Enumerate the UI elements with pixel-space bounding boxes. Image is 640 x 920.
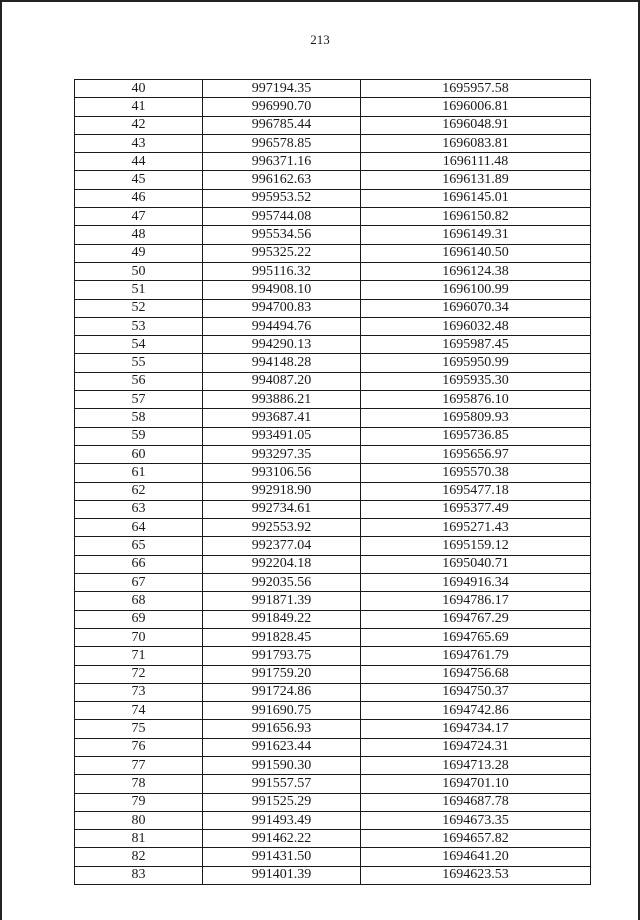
y-coordinate-cell: 1696006.81 <box>361 98 591 116</box>
table-row <box>75 153 591 171</box>
coordinates-table <box>74 79 591 885</box>
point-number-cell: 82 <box>75 848 203 866</box>
x-coordinate-cell: 991690.75 <box>203 702 361 720</box>
table-row <box>75 464 591 482</box>
y-coordinate-cell: 1695987.45 <box>361 336 591 354</box>
x-coordinate-cell: 995534.56 <box>203 226 361 244</box>
x-coordinate-cell: 993886.21 <box>203 391 361 409</box>
x-coordinate-cell: 992377.04 <box>203 537 361 555</box>
y-coordinate-cell: 1695159.12 <box>361 537 591 555</box>
table-row <box>75 226 591 244</box>
point-number-cell: 51 <box>75 281 203 299</box>
table-row <box>75 299 591 317</box>
y-coordinate-cell: 1694765.69 <box>361 628 591 646</box>
point-number-cell: 43 <box>75 134 203 152</box>
table-row <box>75 574 591 592</box>
x-coordinate-cell: 994908.10 <box>203 281 361 299</box>
point-number-cell: 58 <box>75 409 203 427</box>
table-row <box>75 720 591 738</box>
point-number-cell: 50 <box>75 262 203 280</box>
table-row <box>75 134 591 152</box>
y-coordinate-cell: 1696032.48 <box>361 317 591 335</box>
table-row <box>75 281 591 299</box>
table-row <box>75 665 591 683</box>
x-coordinate-cell: 991525.29 <box>203 793 361 811</box>
table-row <box>75 500 591 518</box>
y-coordinate-cell: 1694687.78 <box>361 793 591 811</box>
table-row <box>75 647 591 665</box>
x-coordinate-cell: 992204.18 <box>203 555 361 573</box>
y-coordinate-cell: 1694767.29 <box>361 610 591 628</box>
table-row <box>75 409 591 427</box>
point-number-cell: 66 <box>75 555 203 573</box>
point-number-cell: 64 <box>75 519 203 537</box>
point-number-cell: 60 <box>75 445 203 463</box>
point-number-cell: 75 <box>75 720 203 738</box>
point-number-cell: 81 <box>75 830 203 848</box>
x-coordinate-cell: 996371.16 <box>203 153 361 171</box>
point-number-cell: 69 <box>75 610 203 628</box>
y-coordinate-cell: 1696145.01 <box>361 189 591 207</box>
page-number: 213 <box>310 32 330 47</box>
table-row <box>75 848 591 866</box>
point-number-cell: 79 <box>75 793 203 811</box>
x-coordinate-cell: 991656.93 <box>203 720 361 738</box>
table-row <box>75 445 591 463</box>
y-coordinate-cell: 1694734.17 <box>361 720 591 738</box>
x-coordinate-cell: 993687.41 <box>203 409 361 427</box>
x-coordinate-cell: 993106.56 <box>203 464 361 482</box>
point-number-cell: 52 <box>75 299 203 317</box>
y-coordinate-cell: 1695809.93 <box>361 409 591 427</box>
x-coordinate-cell: 996785.44 <box>203 116 361 134</box>
table-row <box>75 80 591 98</box>
point-number-cell: 54 <box>75 336 203 354</box>
x-coordinate-cell: 991401.39 <box>203 866 361 884</box>
table-row <box>75 116 591 134</box>
table-row <box>75 427 591 445</box>
table-row <box>75 189 591 207</box>
y-coordinate-cell: 1696140.50 <box>361 244 591 262</box>
table-row <box>75 317 591 335</box>
table-row <box>75 482 591 500</box>
x-coordinate-cell: 994700.83 <box>203 299 361 317</box>
point-number-cell: 49 <box>75 244 203 262</box>
x-coordinate-cell: 991849.22 <box>203 610 361 628</box>
table-row <box>75 628 591 646</box>
table-row <box>75 793 591 811</box>
point-number-cell: 73 <box>75 683 203 701</box>
x-coordinate-cell: 995325.22 <box>203 244 361 262</box>
table-row <box>75 244 591 262</box>
x-coordinate-cell: 991431.50 <box>203 848 361 866</box>
y-coordinate-cell: 1695950.99 <box>361 354 591 372</box>
y-coordinate-cell: 1696149.31 <box>361 226 591 244</box>
y-coordinate-cell: 1695477.18 <box>361 482 591 500</box>
x-coordinate-cell: 996990.70 <box>203 98 361 116</box>
y-coordinate-cell: 1695271.43 <box>361 519 591 537</box>
table-row <box>75 391 591 409</box>
x-coordinate-cell: 995116.32 <box>203 262 361 280</box>
point-number-cell: 44 <box>75 153 203 171</box>
y-coordinate-cell: 1694756.68 <box>361 665 591 683</box>
point-number-cell: 62 <box>75 482 203 500</box>
table-row <box>75 702 591 720</box>
x-coordinate-cell: 991557.57 <box>203 775 361 793</box>
table-row <box>75 354 591 372</box>
y-coordinate-cell: 1694641.20 <box>361 848 591 866</box>
x-coordinate-cell: 995744.08 <box>203 208 361 226</box>
table-row <box>75 756 591 774</box>
y-coordinate-cell: 1694916.34 <box>361 574 591 592</box>
table-row <box>75 171 591 189</box>
x-coordinate-cell: 993297.35 <box>203 445 361 463</box>
table-row <box>75 555 591 573</box>
y-coordinate-cell: 1696048.91 <box>361 116 591 134</box>
y-coordinate-cell: 1694673.35 <box>361 811 591 829</box>
y-coordinate-cell: 1695570.38 <box>361 464 591 482</box>
y-coordinate-cell: 1694657.82 <box>361 830 591 848</box>
table-row <box>75 811 591 829</box>
table-row <box>75 830 591 848</box>
y-coordinate-cell: 1694742.86 <box>361 702 591 720</box>
table-row <box>75 372 591 390</box>
y-coordinate-cell: 1696150.82 <box>361 208 591 226</box>
x-coordinate-cell: 994148.28 <box>203 354 361 372</box>
scan-edge-top <box>0 0 640 2</box>
x-coordinate-cell: 994494.76 <box>203 317 361 335</box>
x-coordinate-cell: 991828.45 <box>203 628 361 646</box>
point-number-cell: 41 <box>75 98 203 116</box>
y-coordinate-cell: 1694761.79 <box>361 647 591 665</box>
point-number-cell: 80 <box>75 811 203 829</box>
y-coordinate-cell: 1695377.49 <box>361 500 591 518</box>
y-coordinate-cell: 1695876.10 <box>361 391 591 409</box>
point-number-cell: 63 <box>75 500 203 518</box>
point-number-cell: 68 <box>75 592 203 610</box>
x-coordinate-cell: 991462.22 <box>203 830 361 848</box>
point-number-cell: 40 <box>75 80 203 98</box>
x-coordinate-cell: 994087.20 <box>203 372 361 390</box>
y-coordinate-cell: 1695040.71 <box>361 555 591 573</box>
x-coordinate-cell: 991793.75 <box>203 647 361 665</box>
point-number-cell: 76 <box>75 738 203 756</box>
point-number-cell: 45 <box>75 171 203 189</box>
y-coordinate-cell: 1695935.30 <box>361 372 591 390</box>
x-coordinate-cell: 992553.92 <box>203 519 361 537</box>
y-coordinate-cell: 1694701.10 <box>361 775 591 793</box>
point-number-cell: 61 <box>75 464 203 482</box>
x-coordinate-cell: 992734.61 <box>203 500 361 518</box>
x-coordinate-cell: 991759.20 <box>203 665 361 683</box>
point-number-cell: 47 <box>75 208 203 226</box>
y-coordinate-cell: 1696070.34 <box>361 299 591 317</box>
point-number-cell: 70 <box>75 628 203 646</box>
y-coordinate-cell: 1696124.38 <box>361 262 591 280</box>
point-number-cell: 57 <box>75 391 203 409</box>
table-row <box>75 866 591 884</box>
x-coordinate-cell: 992918.90 <box>203 482 361 500</box>
y-coordinate-cell: 1696111.48 <box>361 153 591 171</box>
table-row <box>75 738 591 756</box>
table-row <box>75 208 591 226</box>
point-number-cell: 71 <box>75 647 203 665</box>
point-number-cell: 78 <box>75 775 203 793</box>
point-number-cell: 42 <box>75 116 203 134</box>
table-row <box>75 775 591 793</box>
x-coordinate-cell: 996162.63 <box>203 171 361 189</box>
x-coordinate-cell: 991871.39 <box>203 592 361 610</box>
point-number-cell: 53 <box>75 317 203 335</box>
table-row <box>75 98 591 116</box>
y-coordinate-cell: 1695736.85 <box>361 427 591 445</box>
y-coordinate-cell: 1695656.97 <box>361 445 591 463</box>
table-row <box>75 336 591 354</box>
point-number-cell: 83 <box>75 866 203 884</box>
coordinates-table-body <box>75 80 591 885</box>
point-number-cell: 55 <box>75 354 203 372</box>
point-number-cell: 72 <box>75 665 203 683</box>
table-row <box>75 537 591 555</box>
table-row <box>75 610 591 628</box>
table-row <box>75 262 591 280</box>
point-number-cell: 67 <box>75 574 203 592</box>
point-number-cell: 74 <box>75 702 203 720</box>
point-number-cell: 59 <box>75 427 203 445</box>
point-number-cell: 65 <box>75 537 203 555</box>
point-number-cell: 77 <box>75 756 203 774</box>
x-coordinate-cell: 991590.30 <box>203 756 361 774</box>
point-number-cell: 46 <box>75 189 203 207</box>
x-coordinate-cell: 997194.35 <box>203 80 361 98</box>
y-coordinate-cell: 1696083.81 <box>361 134 591 152</box>
table-row <box>75 519 591 537</box>
y-coordinate-cell: 1694623.53 <box>361 866 591 884</box>
y-coordinate-cell: 1694750.37 <box>361 683 591 701</box>
scan-edge-left <box>0 0 2 920</box>
y-coordinate-cell: 1696100.99 <box>361 281 591 299</box>
y-coordinate-cell: 1694713.28 <box>361 756 591 774</box>
x-coordinate-cell: 994290.13 <box>203 336 361 354</box>
x-coordinate-cell: 996578.85 <box>203 134 361 152</box>
x-coordinate-cell: 993491.05 <box>203 427 361 445</box>
y-coordinate-cell: 1694786.17 <box>361 592 591 610</box>
x-coordinate-cell: 992035.56 <box>203 574 361 592</box>
x-coordinate-cell: 991493.49 <box>203 811 361 829</box>
x-coordinate-cell: 991623.44 <box>203 738 361 756</box>
table-row <box>75 683 591 701</box>
point-number-cell: 56 <box>75 372 203 390</box>
table-row <box>75 592 591 610</box>
y-coordinate-cell: 1695957.58 <box>361 80 591 98</box>
y-coordinate-cell: 1694724.31 <box>361 738 591 756</box>
x-coordinate-cell: 995953.52 <box>203 189 361 207</box>
x-coordinate-cell: 991724.86 <box>203 683 361 701</box>
y-coordinate-cell: 1696131.89 <box>361 171 591 189</box>
point-number-cell: 48 <box>75 226 203 244</box>
